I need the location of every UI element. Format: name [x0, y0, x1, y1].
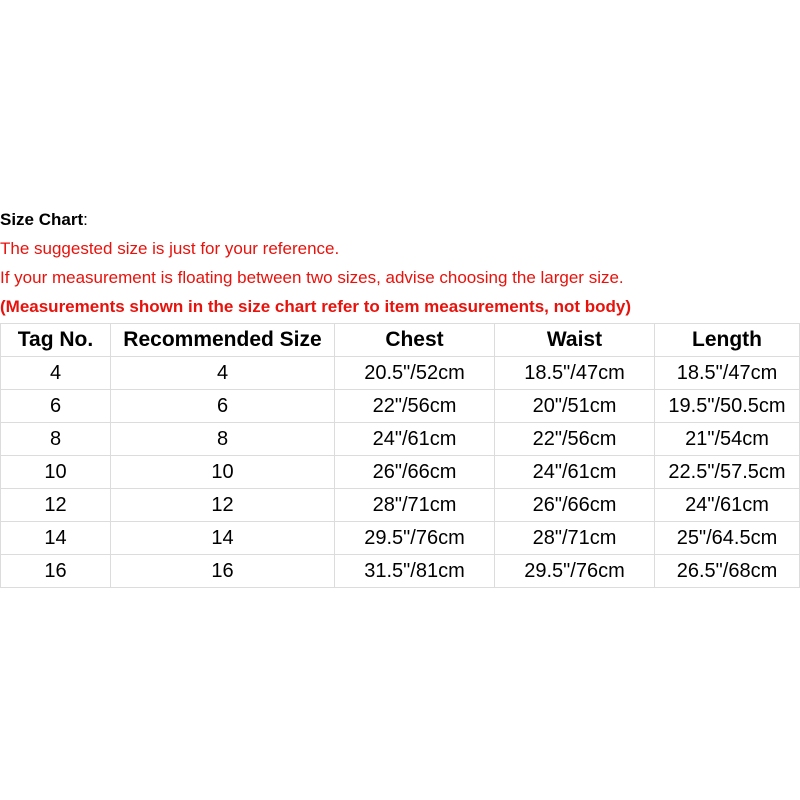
cell-waist: 24"/61cm — [495, 456, 655, 489]
cell-waist: 20"/51cm — [495, 390, 655, 423]
cell-recommended-size: 14 — [111, 522, 335, 555]
table-header-row — [1, 324, 800, 357]
cell-waist: 28"/71cm — [495, 522, 655, 555]
cell-tag-no: 12 — [1, 489, 111, 522]
table-row — [1, 390, 800, 423]
table-row — [1, 456, 800, 489]
header-chest: Chest — [335, 324, 495, 357]
cell-tag-no: 6 — [1, 390, 111, 423]
table-row — [1, 522, 800, 555]
header-recommended-size: Recommended Size — [111, 324, 335, 357]
size-chart-title-colon: : — [83, 210, 88, 229]
measurement-disclaimer: (Measurements shown in the size chart refer to item measurements, not body) — [0, 297, 632, 316]
cell-waist: 29.5"/76cm — [495, 555, 655, 588]
cell-chest: 28"/71cm — [335, 489, 495, 522]
cell-length: 25"/64.5cm — [655, 522, 800, 555]
cell-chest: 22"/56cm — [335, 390, 495, 423]
cell-tag-no: 8 — [1, 423, 111, 456]
header-length: Length — [655, 324, 800, 357]
cell-recommended-size: 12 — [111, 489, 335, 522]
cell-waist: 26"/66cm — [495, 489, 655, 522]
table-row — [1, 357, 800, 390]
cell-length: 19.5"/50.5cm — [655, 390, 800, 423]
reference-note: The suggested size is just for your reference. — [0, 239, 340, 258]
header-waist: Waist — [495, 324, 655, 357]
cell-length: 18.5"/47cm — [655, 357, 800, 390]
size-chart-title-line — [0, 205, 800, 234]
cell-waist: 22"/56cm — [495, 423, 655, 456]
table-row — [1, 489, 800, 522]
cell-chest: 20.5"/52cm — [335, 357, 495, 390]
table-row — [1, 555, 800, 588]
cell-recommended-size: 8 — [111, 423, 335, 456]
size-table — [0, 323, 800, 588]
cell-recommended-size: 16 — [111, 555, 335, 588]
cell-chest: 31.5"/81cm — [335, 555, 495, 588]
larger-size-advice: If your measurement is floating between two sizes, advise choosing the larger size. — [0, 268, 624, 287]
header-tag-no: Tag No. — [1, 324, 111, 357]
cell-tag-no: 10 — [1, 456, 111, 489]
cell-length: 24"/61cm — [655, 489, 800, 522]
cell-recommended-size: 6 — [111, 390, 335, 423]
cell-chest: 24"/61cm — [335, 423, 495, 456]
cell-tag-no: 4 — [1, 357, 111, 390]
size-chart-notes — [0, 205, 800, 321]
cell-waist: 18.5"/47cm — [495, 357, 655, 390]
cell-length: 21"/54cm — [655, 423, 800, 456]
cell-recommended-size: 4 — [111, 357, 335, 390]
cell-chest: 29.5"/76cm — [335, 522, 495, 555]
table-row — [1, 423, 800, 456]
cell-tag-no: 16 — [1, 555, 111, 588]
cell-tag-no: 14 — [1, 522, 111, 555]
cell-recommended-size: 10 — [111, 456, 335, 489]
cell-length: 26.5"/68cm — [655, 555, 800, 588]
size-chart-title: Size Chart — [0, 210, 84, 229]
cell-chest: 26"/66cm — [335, 456, 495, 489]
cell-length: 22.5"/57.5cm — [655, 456, 800, 489]
